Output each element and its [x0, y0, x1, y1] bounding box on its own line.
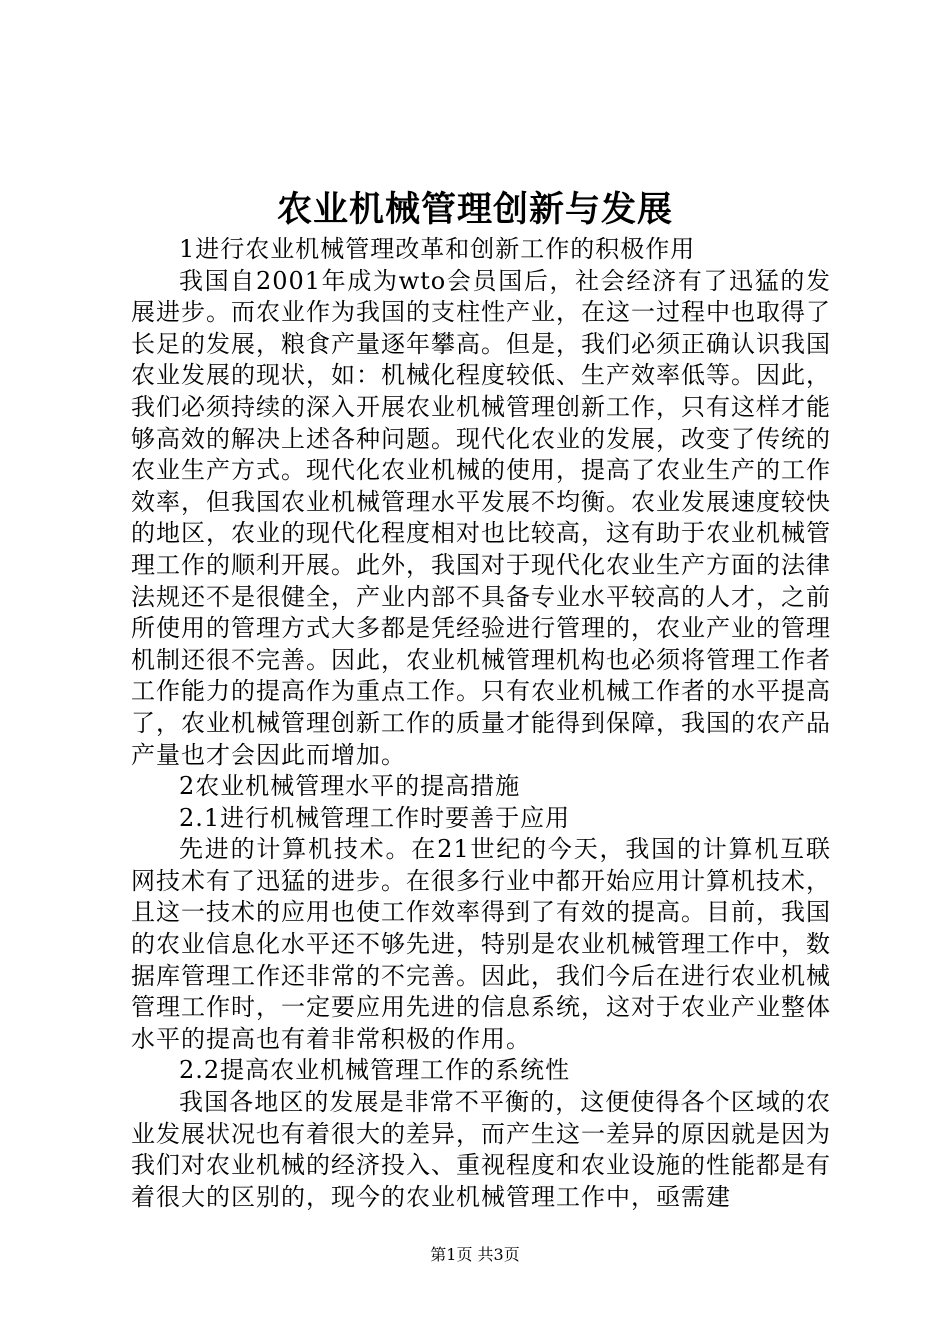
section-heading-2: 2农业机械管理水平的提高措施	[179, 772, 521, 801]
paragraph-1: 我国自2001年成为wto会员国后，社会经济有了迅猛的发展进步。而农业作为我国的支柱性产业，在这一过程中也取得了长足的发展，粮食产量逐年攀高。但是，我们必须正确认识我国农业发展的现状，如：机械化程度较低、生产效率低等。因此，我们必须持续的深入开展农业机械管理创新工作，只有这样才能够高效的解决上述各种问题。现代化农业的发展，改变了传统的农业生产方式。现代化农业机械的使用，提高了农业生产的工作效率，但我国农业机械管理水平发展不均衡。农业发展速度较快的地区，农业的现代化程度相对也比较高，这有助于农业机械管理工作的顺利开展。此外，我国对于现代化农业生产方面的法律法规还不是很健全，产业内部不具备专业水平较高的人才，之前所使用的管理方式大多都是凭经验进行管理的，农业产业的管理机制还很不完善。因此，农业机械管理机构也必须将管理工作者工作能力的提高作为重点工作。只有农业机械工作者的水平提高了，农业机械管理创新工作的质量才能得到保障，我国的农产品产量也才会因此而增加。	[131, 266, 831, 769]
document-title: 农业机械管理创新与发展	[276, 189, 673, 230]
paragraph-3: 我国各地区的发展是非常不平衡的，这便使得各个区域的农业发展状况也有着很大的差异，而产生这一差异的原因就是因为我们对农业机械的经济投入、重视程度和农业设施的性能都是有着很大的区别的，现今的农业机械管理工作中，亟需建	[131, 1088, 831, 1211]
subsection-heading-2-1: 2.1进行机械管理工作时要善于应用	[179, 803, 571, 832]
document-body	[131, 234, 831, 1213]
subsection-heading-2-2: 2.2提高农业机械管理工作的系统性	[179, 1056, 571, 1085]
paragraph-2: 先进的计算机技术。在21世纪的今天，我国的计算机互联网技术有了迅猛的进步。在很多行业中都开始应用计算机技术，且这一技术的应用也使工作效率得到了有效的提高。目前，我国的农业信息化水平还不够先进，特别是农业机械管理工作中，数据库管理工作还非常的不完善。因此，我们今后在进行农业机械管理工作时，一定要应用先进的信息系统，这对于农业产业整体水平的提高也有着非常积极的作用。	[131, 835, 831, 1053]
section-heading-1: 1进行农业机械管理改革和创新工作的积极作用	[179, 235, 696, 263]
page-footer: 第1页 共3页	[430, 1245, 520, 1264]
